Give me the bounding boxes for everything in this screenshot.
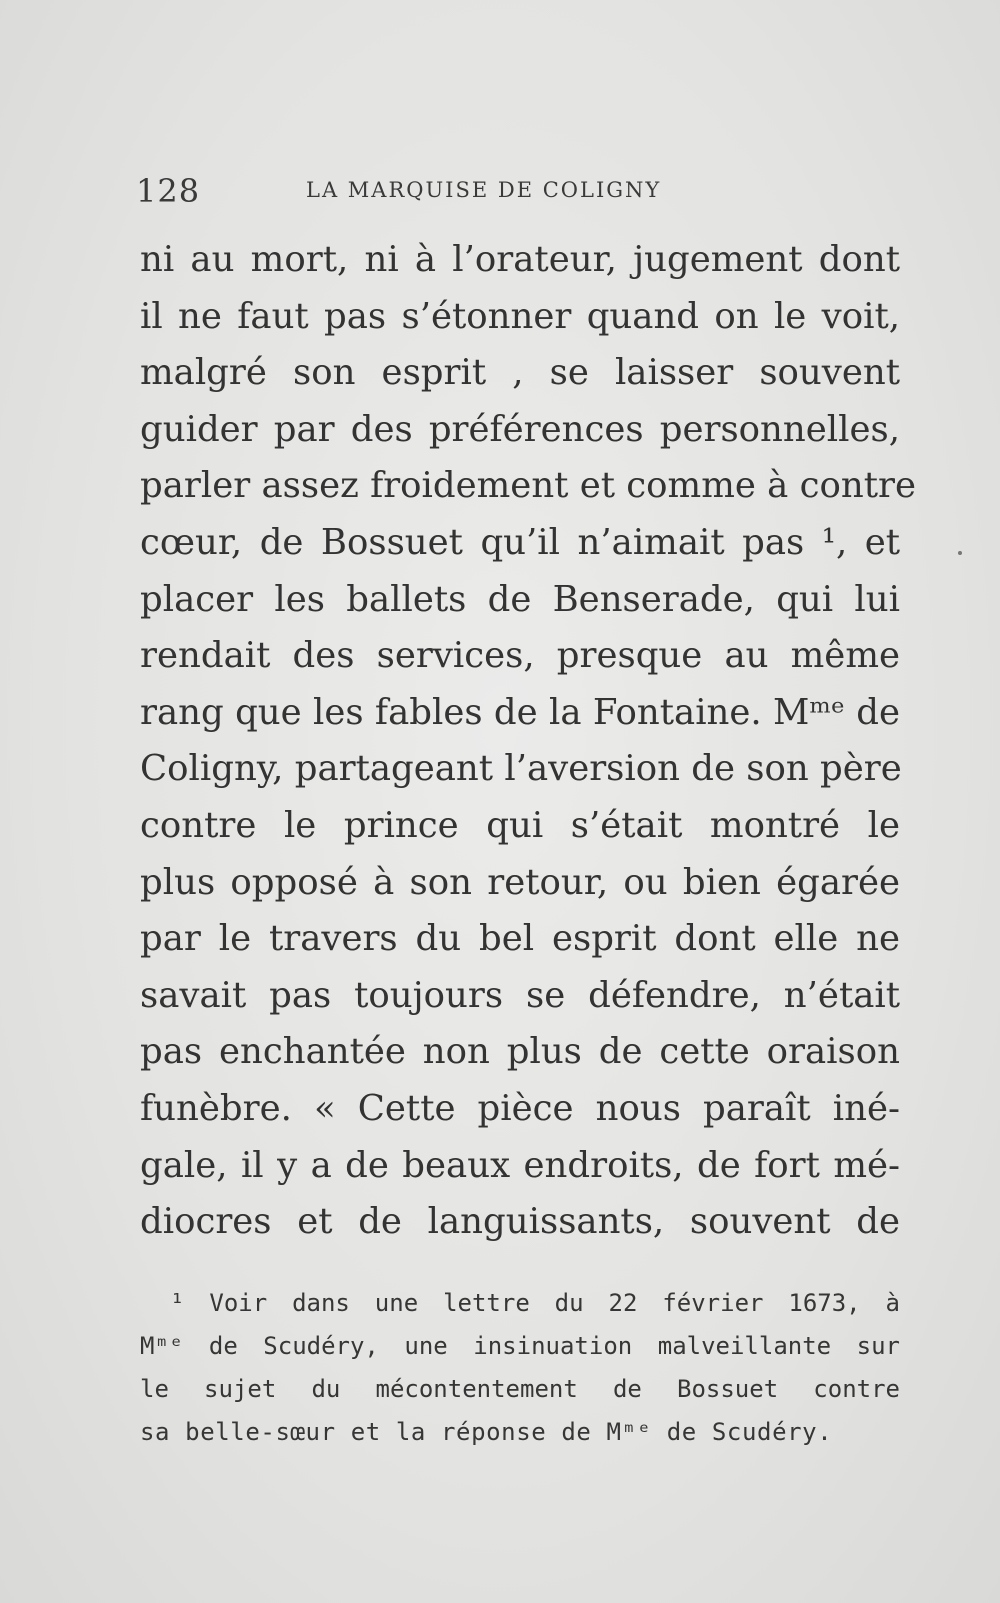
text-line: Coligny, partageant l’aversion de son père bbox=[140, 748, 902, 790]
text-line: malgré son esprit , se laisser souvent bbox=[140, 352, 900, 394]
page-number: 128 bbox=[136, 172, 201, 210]
footnote-line: Mᵐᵉ de Scudéry, une insinuation malveillante sur bbox=[140, 1332, 900, 1360]
text-line: par le travers du bel esprit dont elle ne bbox=[140, 918, 900, 960]
text-line: contre le prince qui s’était montré le bbox=[140, 804, 900, 846]
text-line: cœur, de Bossuet qu’il n’aimait pas ¹, et bbox=[140, 521, 900, 563]
text-line: parler assez froidement et comme à contre bbox=[140, 465, 916, 507]
text-line: pas enchantée non plus de cette oraison bbox=[140, 1031, 900, 1073]
text-line: guider par des préférences personnelles, bbox=[140, 408, 900, 450]
text-line: savait pas toujours se défendre, n’était bbox=[140, 974, 900, 1016]
footnote-line: ¹ Voir dans une lettre du 22 février 1673, à bbox=[170, 1289, 900, 1317]
footnote-line: sa belle-sœur et la réponse de Mᵐᵉ de Scudéry. bbox=[140, 1418, 833, 1446]
text-line: diocres et de languissants, souvent de bbox=[140, 1201, 900, 1243]
text-line: rang que les fables de la Fontaine. Mᵐᵉ de bbox=[140, 691, 900, 733]
text-line: ni au mort, ni à l’orateur, jugement dont bbox=[140, 239, 900, 280]
footnote bbox=[140, 1282, 900, 1454]
running-title: LA MARQUISE DE COLIGNY bbox=[306, 178, 662, 202]
paper-speck bbox=[958, 551, 962, 555]
body-text bbox=[140, 232, 916, 1251]
footnote-line: le sujet du mécontentement de Bossuet contre bbox=[140, 1375, 900, 1403]
text-line: placer les ballets de Benserade, qui lui bbox=[140, 578, 900, 620]
text-line: il ne faut pas s’étonner quand on le voit, bbox=[140, 295, 900, 337]
text-line: plus opposé à son retour, ou bien égarée bbox=[140, 861, 900, 903]
text-line: rendait des services, presque au même bbox=[140, 635, 900, 677]
text-line: funèbre. « Cette pièce nous paraît iné- bbox=[140, 1087, 900, 1129]
page-header bbox=[136, 172, 896, 212]
text-line: gale, il y a de beaux endroits, de fort mé- bbox=[140, 1144, 900, 1186]
